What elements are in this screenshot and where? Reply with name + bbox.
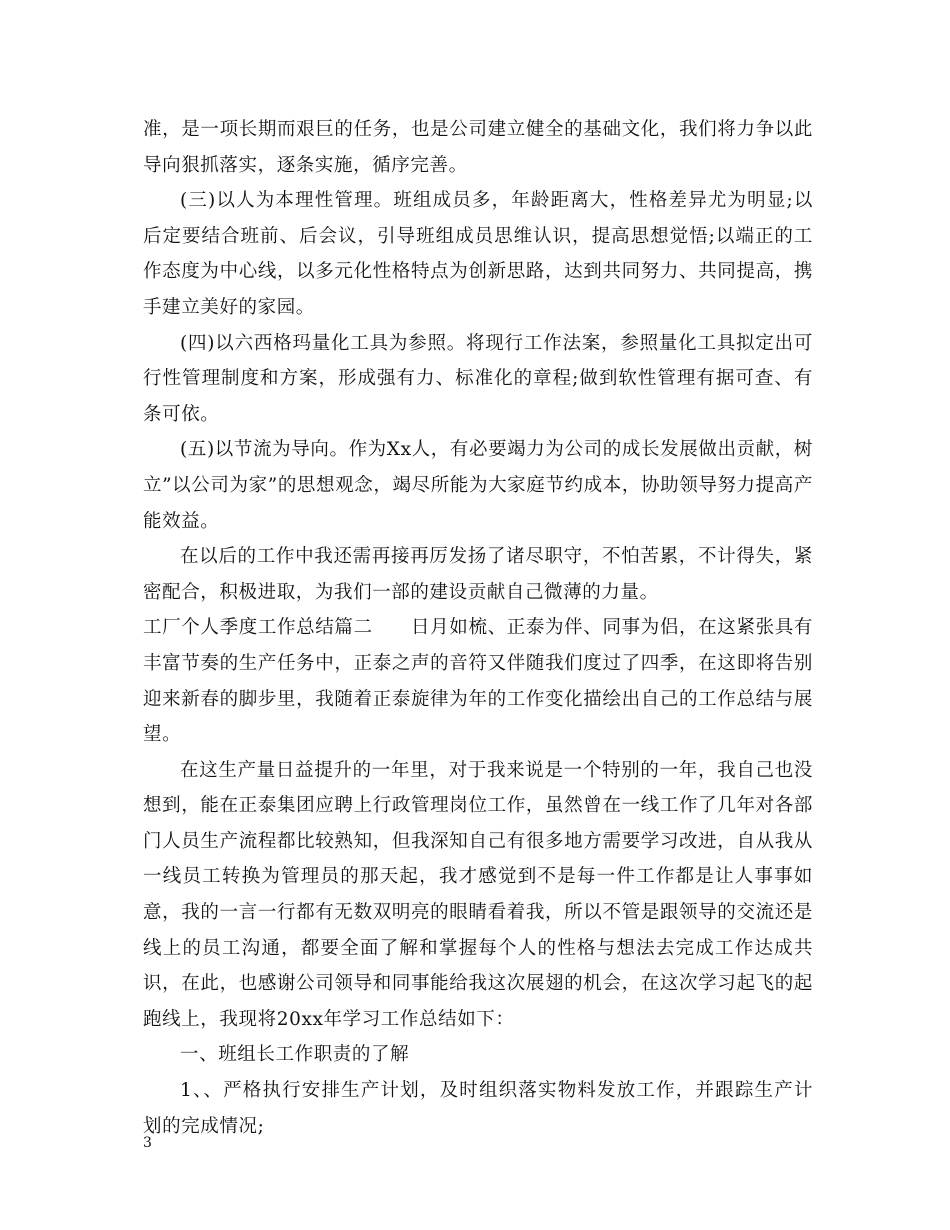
- paragraph-continuation: 准，是一项长期而艰巨的任务，也是公司建立健全的基础文化，我们将力争以此导向狠抓落实，逐条实施，循序完善。: [143, 119, 813, 176]
- paragraph-duties-heading: 一、班组长工作职责的了解: [180, 1044, 410, 1066]
- paragraph-year-review: 在这生产量日益提升的一年里，对于我来说是一个特别的一年，我自己也没想到，能在正泰集团应聘上行政管理岗位工作，虽然曾在一线工作了几年对各部门人员生产流程都比较熟知，但我深知自己有很多地方需要学习改进，自从我从一线员工转换为管理员的那天起，我才感觉到不是每一件工作都是让人事事如意，我的一言一行都有无数双明亮的眼睛看着我，所以不管是跟领导的交流还是线上的员工沟通，都要全面了解和掌握每个人的性格与想法去完成工作达成共识，在此，也感谢公司领导和同事能给我这次展翅的机会，在这次学习起飞的起跑线上，我现将20xx年学习工作总结如下：: [143, 759, 813, 1030]
- paragraph-people-oriented-management: (三)以人为本理性管理。班组成员多，年龄距离大，性格差异尤为明显;以后定要结合班前、后会议，引导班组成员思维认识，提高思想觉悟;以端正的工作态度为中心线，以多元化性格特点为创新思路，达到共同努力、共同提高，携手建立美好的家园。: [143, 190, 813, 318]
- paragraph-cost-saving: (五)以节流为导向。作为Xx人，有必要竭力为公司的成长发展做出贡献，树立”以公司为家”的思想观念，竭尽所能为大家庭节约成本，协助领导努力提高产能效益。: [143, 439, 813, 532]
- paragraph-section-two-heading: 工厂个人季度工作总结篇二 日月如梳、正泰为伴、同事为侣，在这紧张具有丰富节奏的生产任务中，正泰之声的音符又伴随我们度过了四季，在这即将告别迎来新春的脚步里，我随着正泰旋律为年的工作变化描绘出自己的工作总结与展望。: [143, 617, 813, 746]
- paragraph-future-work: 在以后的工作中我还需再接再厉发扬了诸尽职守，不怕苦累，不计得失，紧密配合，积极进取，为我们一部的建设贡献自己微薄的力量。: [143, 546, 813, 603]
- document-body: [143, 112, 813, 1144]
- page-number: 3: [143, 1135, 152, 1151]
- paragraph-six-sigma: (四)以六西格玛量化工具为参照。将现行工作法案，参照量化工具拟定出可行性管理制度和方案，形成强有力、标准化的章程;做到软性管理有据可查、有条可依。: [143, 332, 813, 425]
- paragraph-duty-item-1: 1、、严格执行安排生产计划，及时组织落实物料发放工作，并跟踪生产计划的完成情况;: [143, 1080, 813, 1137]
